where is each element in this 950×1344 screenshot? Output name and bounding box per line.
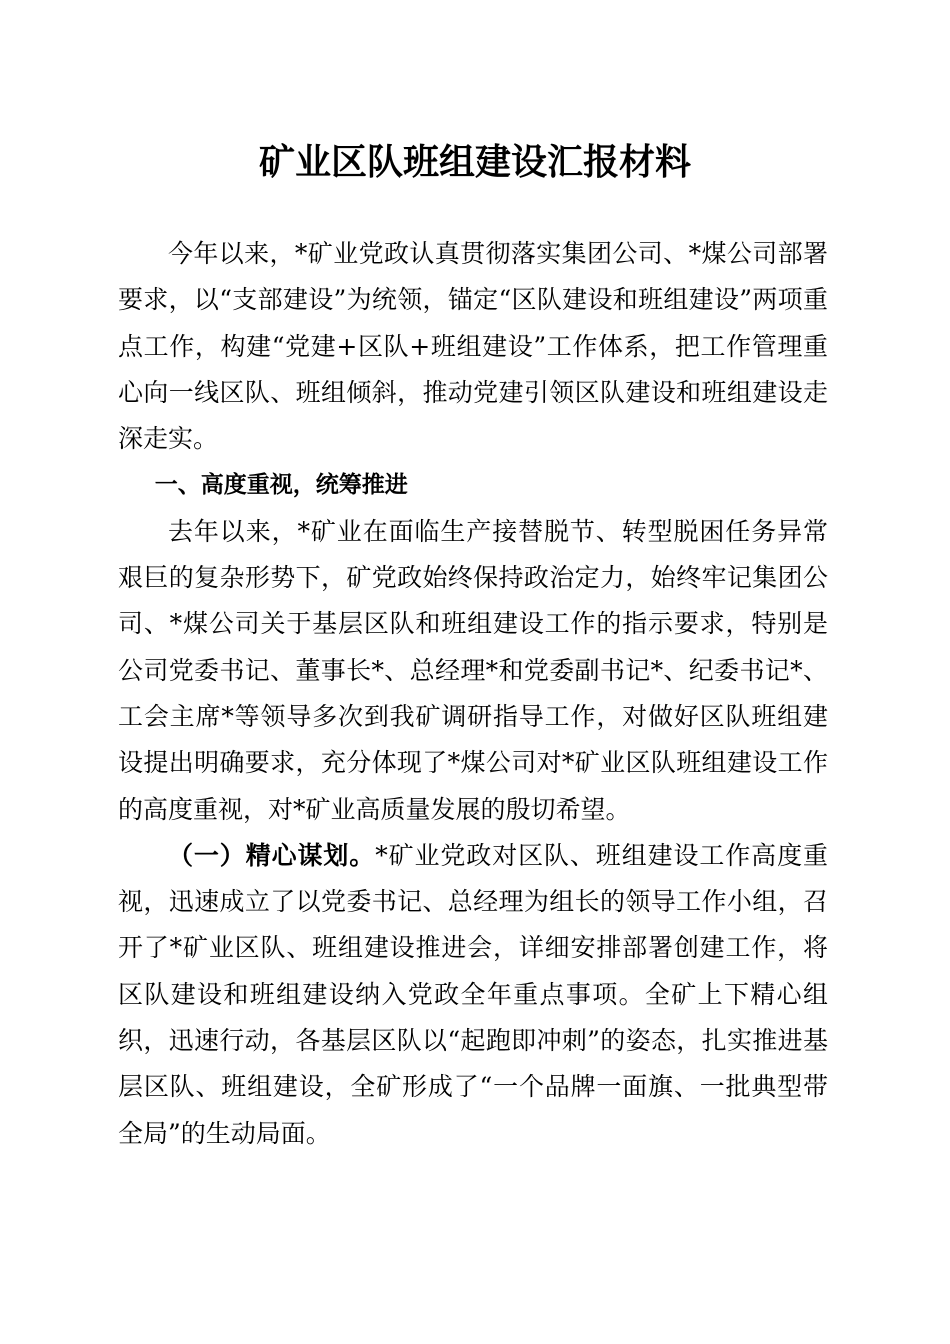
subsection-1-paragraph [118, 833, 828, 1157]
subsection-1-label: （一）精心谋划。 [168, 840, 376, 870]
subsection-1-text: *矿业党政对区队、班组建设工作高度重视，迅速成立了以党委书记、总经理为组长的领导工作小组，召开了*矿业区队、班组建设推进会，详细安排部署创建工作，将区队建设和班组建设纳入党政全年重点事项。全矿上下精心组织，迅速行动，各基层区队以“起跑即冲刺”的姿态，扎实推进基层区队、班组建设，全矿形成了“一个品牌一面旗、一批典型带全局”的生动局面。 [118, 840, 828, 1148]
document-title: 矿业区队班组建设汇报材料 [258, 141, 691, 183]
intro-paragraph: 今年以来，*矿业党政认真贯彻落实集团公司、*煤公司部署要求，以“支部建设”为统领，锚定“区队建设和班组建设”两项重点工作，构建“党建+区队+班组建设”工作体系，把工作管理重心向一线区队、班组倾斜，推动党建引领区队建设和班组建设走深走实。 [118, 239, 828, 454]
section-heading-1: 一、高度重视，统筹推进 [154, 472, 408, 499]
document-body [118, 231, 828, 1157]
section-1-paragraph: 去年以来，*矿业在面临生产接替脱节、转型脱困任务异常艰巨的复杂形势下，矿党政始终保持政治定力，始终牢记集团公司、*煤公司关于基层区队和班组建设工作的指示要求，特别是公司党委书记、董事长*、总经理*和党委副书记*、纪委书记*、工会主席*等领导多次到我矿调研指导工作，对做好区队班组建设提出明确要求，充分体现了*煤公司对*矿业区队班组建设工作的高度重视，对*矿业高质量发展的殷切希望。 [118, 516, 828, 824]
